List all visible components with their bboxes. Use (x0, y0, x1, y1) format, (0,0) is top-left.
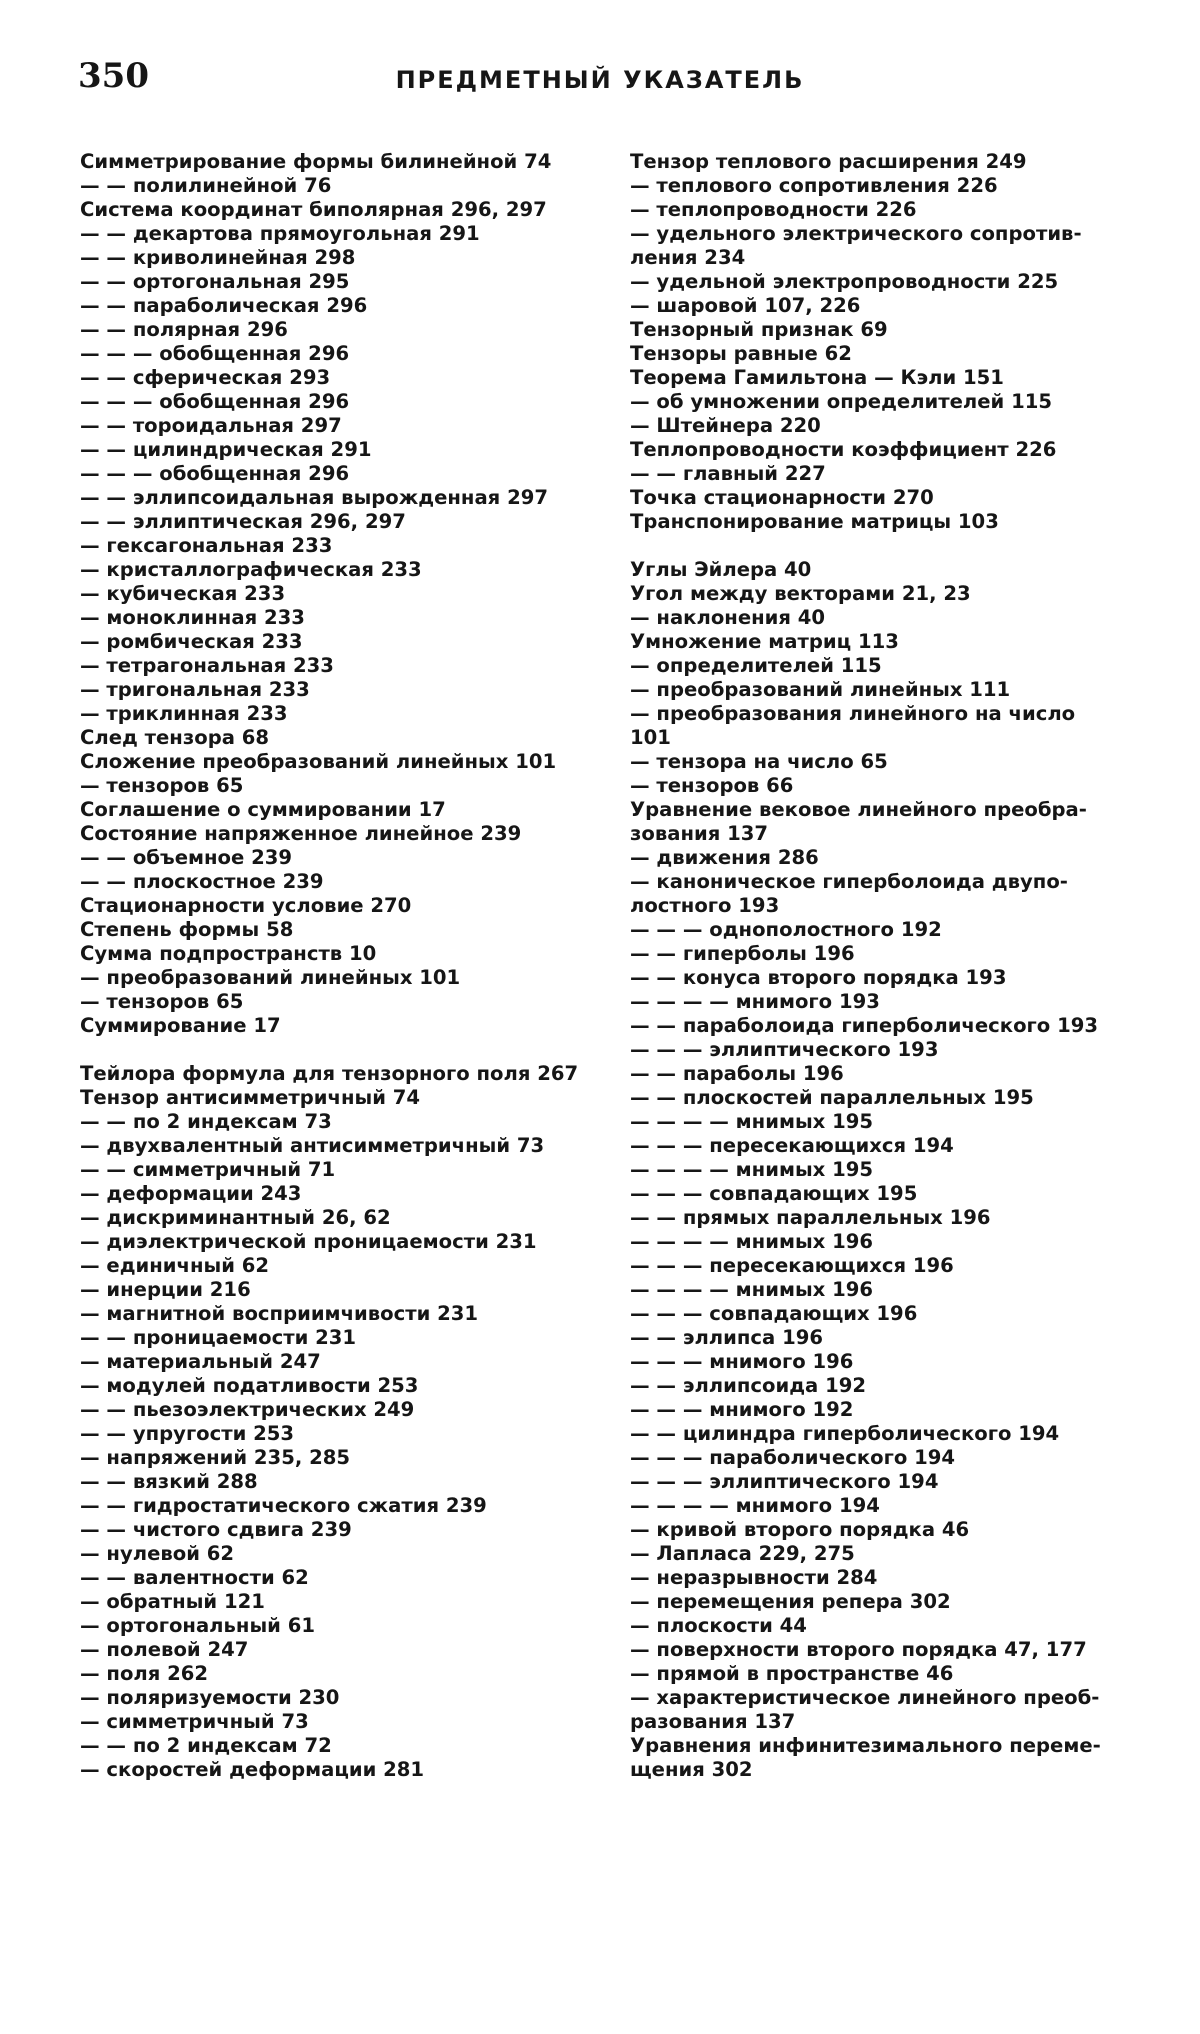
index-entry: — — полилинейной 76 (80, 174, 332, 197)
index-column-right (630, 150, 1130, 1782)
index-entry: — характеристическое линейного преоб- (630, 1686, 1100, 1709)
index-entry: — каноническое гиперболоида двупо- (630, 870, 1068, 893)
index-entry: Суммирование 17 (80, 1014, 281, 1037)
index-entry: Тензоры равные 62 (630, 342, 852, 365)
index-entry: — — тороидальная 297 (80, 414, 342, 437)
index-entry: Теплопроводности коэффициент 226 (630, 438, 1057, 461)
index-entry: — гексагональная 233 (80, 534, 333, 557)
index-entry: — — конуса второго порядка 193 (630, 966, 1007, 989)
index-entry: — — эллипсоида 192 (630, 1374, 866, 1397)
index-entry: — дискриминантный 26, 62 (80, 1206, 391, 1229)
index-entry: — удельного электрического сопротив- (630, 222, 1082, 245)
index-entry: — инерции 216 (80, 1278, 251, 1301)
index-entry: — — эллиптическая 296, 297 (80, 510, 406, 533)
index-entry: — теплового сопротивления 226 (630, 174, 998, 197)
index-entry: — — гидростатического сжатия 239 (80, 1494, 487, 1517)
index-entry: Тейлора формула для тензорного поля 267 (80, 1062, 579, 1085)
index-entry: — — — — мнимых 195 (630, 1110, 874, 1133)
index-entry: Тензорный признак 69 (630, 318, 888, 341)
index-entry: — — объемное 239 (80, 846, 293, 869)
index-entry: Соглашение о суммировании 17 (80, 798, 446, 821)
index-entry: — поверхности второго порядка 47, 177 (630, 1638, 1087, 1661)
index-entry: — — — обобщенная 296 (80, 342, 350, 365)
index-entry: — — вязкий 288 (80, 1470, 258, 1493)
index-entry: — тензоров 66 (630, 774, 794, 797)
index-entry: — — по 2 индексам 72 (80, 1734, 332, 1757)
index-entry: — — — — мнимого 194 (630, 1494, 880, 1517)
index-entry: Система координат биполярная 296, 297 (80, 198, 547, 221)
index-entry: — прямой в пространстве 46 (630, 1662, 954, 1685)
index-entry: — — полярная 296 (80, 318, 288, 341)
index-entry: — — — эллиптического 193 (630, 1038, 939, 1061)
index-entry: — триклинная 233 (80, 702, 288, 725)
index-entry: — — — — мнимого 193 (630, 990, 880, 1013)
index-entry: Теорема Гамильтона — Кэли 151 (630, 366, 1004, 389)
index-entry: — — валентности 62 (80, 1566, 309, 1589)
index-entry: — — — обобщенная 296 (80, 390, 350, 413)
index-entry: — Лапласа 229, 275 (630, 1542, 855, 1565)
index-entry: — — — совпадающих 195 (630, 1182, 918, 1205)
index-entry: — обратный 121 (80, 1590, 265, 1613)
index-entry: — — чистого сдвига 239 (80, 1518, 352, 1541)
index-entry: — — проницаемости 231 (80, 1326, 357, 1349)
index-entry: — — параболическая 296 (80, 294, 368, 317)
index-entry: Умножение матриц 113 (630, 630, 899, 653)
running-head: ПРЕДМЕТНЫЙ УКАЗАТЕЛЬ (395, 66, 805, 94)
index-entry: — — симметричный 71 (80, 1158, 336, 1181)
index-entry: — — — — мнимых 195 (630, 1158, 874, 1181)
index-entry: — — — мнимого 196 (630, 1350, 854, 1373)
index-entry: Сложение преобразований линейных 101 (80, 750, 557, 773)
index-entry: — неразрывности 284 (630, 1566, 878, 1589)
index-entry: — симметричный 73 (80, 1710, 309, 1733)
index-entry: — теплопроводности 226 (630, 198, 917, 221)
index-entry: — ромбическая 233 (80, 630, 303, 653)
index-entry: — шаровой 107, 226 (630, 294, 861, 317)
index-entry: — — плоскостное 239 (80, 870, 324, 893)
index-entry: — — — — мнимых 196 (630, 1278, 874, 1301)
index-entry: ления 234 (630, 246, 746, 269)
index-entry: — движения 286 (630, 846, 819, 869)
index-entry: — полевой 247 (80, 1638, 249, 1661)
index-entry: — модулей податливости 253 (80, 1374, 419, 1397)
index-entry: — — — обобщенная 296 (80, 462, 350, 485)
index-entry: Уравнения инфинитезимального переме- (630, 1734, 1101, 1757)
index-entry: — наклонения 40 (630, 606, 826, 629)
index-entry: — кристаллографическая 233 (80, 558, 422, 581)
index-entry: — тригональная 233 (80, 678, 310, 701)
index-entry: — тетрагональная 233 (80, 654, 334, 677)
index-entry: — материальный 247 (80, 1350, 321, 1373)
page-number: 350 (78, 56, 149, 96)
index-entry: — тензоров 65 (80, 990, 244, 1013)
index-entry: — деформации 243 (80, 1182, 302, 1205)
index-entry: — преобразований линейных 101 (80, 966, 461, 989)
index-entry: — — — совпадающих 196 (630, 1302, 918, 1325)
index-entry: — — — параболического 194 (630, 1446, 956, 1469)
index-entry: Тензор антисимметричный 74 (80, 1086, 421, 1109)
index-entry: — поля 262 (80, 1662, 209, 1685)
index-entry: — преобразований линейных 111 (630, 678, 1011, 701)
index-entry: — плоскости 44 (630, 1614, 807, 1637)
index-entry: Уравнение вековое линейного преобра- (630, 798, 1087, 821)
index-entry: — напряжений 235, 285 (80, 1446, 350, 1469)
index-entry: — нулевой 62 (80, 1542, 235, 1565)
index-entry: 101 (630, 726, 671, 749)
index-entry: Точка стационарности 270 (630, 486, 934, 509)
index-entry: Состояние напряженное линейное 239 (80, 822, 522, 845)
index-entry: — ортогональный 61 (80, 1614, 315, 1637)
index-entry: — поляризуемости 230 (80, 1686, 340, 1709)
index-entry: — магнитной восприимчивости 231 (80, 1302, 479, 1325)
index-entry: След тензора 68 (80, 726, 270, 749)
index-entry: лостного 193 (630, 894, 780, 917)
index-entry: Симметрирование формы билинейной 74 (80, 150, 552, 173)
index-entry: — — — пересекающихся 194 (630, 1134, 954, 1157)
index-entry: Степень формы 58 (80, 918, 294, 941)
index-entry: Транспонирование матрицы 103 (630, 510, 999, 533)
section-gap (80, 1038, 595, 1062)
index-entry: — удельной электропроводности 225 (630, 270, 1059, 293)
index-entry: — — прямых параллельных 196 (630, 1206, 991, 1229)
index-entry: — кривой второго порядка 46 (630, 1518, 970, 1541)
index-entry: — — параболоида гиперболического 193 (630, 1014, 1098, 1037)
index-entry: Угол между векторами 21, 23 (630, 582, 971, 605)
index-entry: — — декартова прямоугольная 291 (80, 222, 480, 245)
index-entry: — — по 2 индексам 73 (80, 1110, 332, 1133)
index-entry: — — — пересекающихся 196 (630, 1254, 954, 1277)
index-entry: — диэлектрической проницаемости 231 (80, 1230, 537, 1253)
index-entry: — — плоскостей параллельных 195 (630, 1086, 1034, 1109)
index-entry: — — — — мнимых 196 (630, 1230, 874, 1253)
index-entry: Сумма подпространств 10 (80, 942, 377, 965)
index-entry: — единичный 62 (80, 1254, 270, 1277)
index-entry: — Штейнера 220 (630, 414, 821, 437)
index-entry: — определителей 115 (630, 654, 882, 677)
index-entry: зования 137 (630, 822, 769, 845)
index-entry: — — сферическая 293 (80, 366, 331, 389)
index-entry: — — эллипсоидальная вырожденная 297 (80, 486, 548, 509)
index-entry: — — параболы 196 (630, 1062, 844, 1085)
index-entry: Тензор теплового расширения 249 (630, 150, 1027, 173)
index-entry: — — пьезоэлектрических 249 (80, 1398, 415, 1421)
index-entry: — моноклинная 233 (80, 606, 305, 629)
index-entry: — — цилиндрическая 291 (80, 438, 372, 461)
index-entry: — — ортогональная 295 (80, 270, 350, 293)
index-column-left (80, 150, 595, 1782)
section-gap (630, 534, 1130, 558)
index-entry: — — гиперболы 196 (630, 942, 855, 965)
index-entry: Углы Эйлера 40 (630, 558, 812, 581)
index-entry: — — эллипса 196 (630, 1326, 823, 1349)
index-entry: — — — однополостного 192 (630, 918, 942, 941)
index-entry: — — цилиндра гиперболического 194 (630, 1422, 1060, 1445)
index-entry: — об умножении определителей 115 (630, 390, 1053, 413)
index-entry: — — упругости 253 (80, 1422, 295, 1445)
index-entry: — — главный 227 (630, 462, 826, 485)
index-entry: — — — эллиптического 194 (630, 1470, 939, 1493)
index-entry: — скоростей деформации 281 (80, 1758, 425, 1781)
index-entry: — преобразования линейного на число (630, 702, 1076, 725)
index-entry: — кубическая 233 (80, 582, 286, 605)
index-entry: — — — мнимого 192 (630, 1398, 854, 1421)
index-entry: — перемещения репера 302 (630, 1590, 951, 1613)
index-entry: Стационарности условие 270 (80, 894, 412, 917)
index-entry: — двухвалентный антисимметричный 73 (80, 1134, 545, 1157)
index-entry: — тензоров 65 (80, 774, 244, 797)
index-entry: разования 137 (630, 1710, 796, 1733)
index-entry: щения 302 (630, 1758, 753, 1781)
index-entry: — — криволинейная 298 (80, 246, 356, 269)
index-entry: — тензора на число 65 (630, 750, 888, 773)
